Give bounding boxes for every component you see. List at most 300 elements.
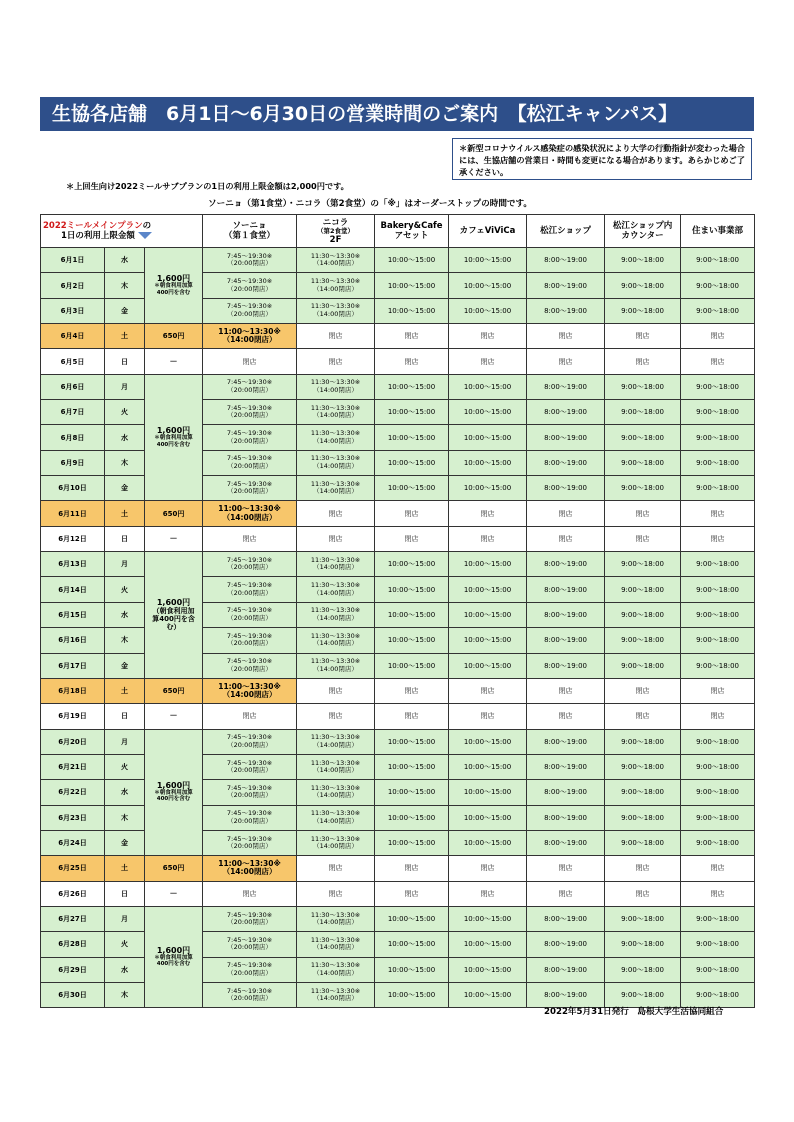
weekday-cell: 日 <box>105 526 145 551</box>
bakery-closed: 閉店 <box>375 526 449 551</box>
header-nicora <box>297 215 375 248</box>
weekday-cell: 土 <box>105 856 145 881</box>
shop-hours: 8:00～19:00 <box>527 957 605 982</box>
table-row <box>41 856 755 881</box>
weekday-cell: 土 <box>105 501 145 526</box>
vivica-closed: 閉店 <box>449 526 527 551</box>
weekday-cell: 月 <box>105 374 145 399</box>
weekday-cell: 日 <box>105 881 145 906</box>
shop-closed: 閉店 <box>527 526 605 551</box>
vivica-hours: 10:00～15:00 <box>449 932 527 957</box>
counter-closed: 閉店 <box>605 678 681 703</box>
bakery-hours: 10:00～15:00 <box>375 982 449 1007</box>
sonia-closed: 閉店 <box>203 349 297 374</box>
header-nicora-name: ニコラ <box>322 217 349 228</box>
sonia-hours: 7:45～19:30※ （20:00閉店） <box>203 780 297 805</box>
weekday-cell: 水 <box>105 957 145 982</box>
vivica-closed: 閉店 <box>449 501 527 526</box>
page-title: 生協各店舗 6月1日～6月30日の営業時間のご案内 【松江キャンパス】 <box>40 97 754 131</box>
weekday-cell: 木 <box>105 628 145 653</box>
bakery-hours: 10:00～15:00 <box>375 273 449 298</box>
sonia-hours: 7:45～19:30※ （20:00閉店） <box>203 602 297 627</box>
weekday-cell: 日 <box>105 349 145 374</box>
housing-hours: 9:00～18:00 <box>681 754 755 779</box>
table-row <box>41 906 755 931</box>
weekday-cell: 木 <box>105 805 145 830</box>
vivica-closed: 閉店 <box>449 349 527 374</box>
counter-hours: 9:00～18:00 <box>605 830 681 855</box>
nicora-hours: 11:30～13:30※ （14:00閉店） <box>297 805 375 830</box>
vivica-hours: 10:00～15:00 <box>449 957 527 982</box>
plan-amount: 1,600円 <box>156 780 191 790</box>
vivica-hours: 10:00～15:00 <box>449 552 527 577</box>
vivica-hours: 10:00～15:00 <box>449 830 527 855</box>
sonia-hours: 11:00～13:30※ （14:00閉店） <box>203 501 297 526</box>
bakery-hours: 10:00～15:00 <box>375 577 449 602</box>
date-cell: 6月17日 <box>41 653 105 678</box>
header-matsue-shop: 松江ショップ <box>527 215 605 248</box>
sonia-hours: 7:45～19:30※ （20:00閉店） <box>203 476 297 501</box>
vivica-hours: 10:00～15:00 <box>449 374 527 399</box>
nicora-closed: 閉店 <box>297 704 375 729</box>
counter-hours: 9:00～18:00 <box>605 248 681 273</box>
weekday-cell: 金 <box>105 653 145 678</box>
counter-hours: 9:00～18:00 <box>605 374 681 399</box>
covid-notice: ＊新型コロナウイルス感染症の感染状況により大学の行動指針が変わった場合には、生協店舗の営業日・時間も変更になる場合があります。あらかじめご了承ください。 <box>452 138 752 180</box>
sonia-hours: 7:45～19:30※ （20:00閉店） <box>203 754 297 779</box>
sonia-hours: 7:45～19:30※ （20:00閉店） <box>203 400 297 425</box>
housing-hours: 9:00～18:00 <box>681 932 755 957</box>
nicora-closed: 閉店 <box>297 881 375 906</box>
weekday-cell: 金 <box>105 830 145 855</box>
bakery-hours: 10:00～15:00 <box>375 400 449 425</box>
vivica-hours: 10:00～15:00 <box>449 780 527 805</box>
date-cell: 6月16日 <box>41 628 105 653</box>
bakery-closed: 閉店 <box>375 856 449 881</box>
vivica-hours: 10:00～15:00 <box>449 805 527 830</box>
sonia-hours: 7:45～19:30※ （20:00閉店） <box>203 653 297 678</box>
vivica-hours: 10:00～15:00 <box>449 476 527 501</box>
date-cell: 6月28日 <box>41 932 105 957</box>
nicora-hours: 11:30～13:30※ （14:00閉店） <box>297 552 375 577</box>
table-row <box>41 678 755 703</box>
plan-limit-cell <box>145 906 203 1007</box>
bakery-hours: 10:00～15:00 <box>375 602 449 627</box>
arrow-down-icon <box>138 232 152 239</box>
date-cell: 6月13日 <box>41 552 105 577</box>
nicora-hours: 11:30～13:30※ （14:00閉店） <box>297 374 375 399</box>
shop-closed: 閉店 <box>527 856 605 881</box>
housing-hours: 9:00～18:00 <box>681 552 755 577</box>
weekday-cell: 木 <box>105 273 145 298</box>
nicora-hours: 11:30～13:30※ （14:00閉店） <box>297 298 375 323</box>
date-cell: 6月3日 <box>41 298 105 323</box>
shop-hours: 8:00～19:00 <box>527 780 605 805</box>
weekday-cell: 土 <box>105 324 145 349</box>
header-housing: 住まい事業部 <box>681 215 755 248</box>
bakery-hours: 10:00～15:00 <box>375 932 449 957</box>
bakery-closed: 閉店 <box>375 881 449 906</box>
shop-hours: 8:00～19:00 <box>527 298 605 323</box>
vivica-closed: 閉店 <box>449 856 527 881</box>
sonia-hours: 7:45～19:30※ （20:00閉店） <box>203 957 297 982</box>
nicora-hours: 11:30～13:30※ （14:00閉店） <box>297 476 375 501</box>
vivica-hours: 10:00～15:00 <box>449 400 527 425</box>
date-cell: 6月9日 <box>41 450 105 475</box>
vivica-hours: 10:00～15:00 <box>449 653 527 678</box>
date-cell: 6月23日 <box>41 805 105 830</box>
bakery-hours: 10:00～15:00 <box>375 653 449 678</box>
plan-limit-cell <box>145 248 203 324</box>
table-header-row <box>41 215 755 248</box>
housing-closed: 閉店 <box>681 349 755 374</box>
weekday-cell: 水 <box>105 602 145 627</box>
nicora-hours: 11:30～13:30※ （14:00閉店） <box>297 602 375 627</box>
date-cell: 6月2日 <box>41 273 105 298</box>
business-hours-table <box>40 214 755 1008</box>
nicora-closed: 閉店 <box>297 856 375 881</box>
vivica-hours: 10:00～15:00 <box>449 577 527 602</box>
sonia-hours: 11:00～13:30※ （14:00閉店） <box>203 324 297 349</box>
weekday-cell: 火 <box>105 932 145 957</box>
housing-hours: 9:00～18:00 <box>681 957 755 982</box>
shop-hours: 8:00～19:00 <box>527 982 605 1007</box>
plan-limit-cell: 650円 <box>145 856 203 881</box>
header-nicora-level: 2F <box>329 234 342 245</box>
plan-header-suffix: の <box>142 221 152 231</box>
housing-hours: 9:00～18:00 <box>681 602 755 627</box>
bakery-hours: 10:00～15:00 <box>375 628 449 653</box>
bakery-hours: 10:00～15:00 <box>375 780 449 805</box>
plan-limit-cell: － <box>145 349 203 374</box>
vivica-hours: 10:00～15:00 <box>449 273 527 298</box>
nicora-hours: 11:30～13:30※ （14:00閉店） <box>297 754 375 779</box>
vivica-hours: 10:00～15:00 <box>449 982 527 1007</box>
nicora-hours: 11:30～13:30※ （14:00閉店） <box>297 932 375 957</box>
housing-hours: 9:00～18:00 <box>681 830 755 855</box>
counter-closed: 閉店 <box>605 501 681 526</box>
housing-closed: 閉店 <box>681 856 755 881</box>
housing-closed: 閉店 <box>681 704 755 729</box>
counter-hours: 9:00～18:00 <box>605 729 681 754</box>
sonia-hours: 7:45～19:30※ （20:00閉店） <box>203 248 297 273</box>
housing-closed: 閉店 <box>681 678 755 703</box>
bakery-hours: 10:00～15:00 <box>375 906 449 931</box>
nicora-closed: 閉店 <box>297 324 375 349</box>
sonia-hours: 7:45～19:30※ （20:00閉店） <box>203 273 297 298</box>
shop-hours: 8:00～19:00 <box>527 425 605 450</box>
sonia-hours: 7:45～19:30※ （20:00閉店） <box>203 628 297 653</box>
housing-hours: 9:00～18:00 <box>681 400 755 425</box>
plan-limit-cell: － <box>145 526 203 551</box>
housing-hours: 9:00～18:00 <box>681 805 755 830</box>
weekday-cell: 月 <box>105 906 145 931</box>
weekday-cell: 土 <box>105 678 145 703</box>
bakery-hours: 10:00～15:00 <box>375 450 449 475</box>
nicora-closed: 閉店 <box>297 678 375 703</box>
header-bakery: Bakery&Cafe アセット <box>375 215 449 248</box>
shop-hours: 8:00～19:00 <box>527 577 605 602</box>
weekday-cell: 水 <box>105 425 145 450</box>
counter-closed: 閉店 <box>605 881 681 906</box>
sonia-closed: 閉店 <box>203 704 297 729</box>
housing-hours: 9:00～18:00 <box>681 628 755 653</box>
housing-hours: 9:00～18:00 <box>681 374 755 399</box>
vivica-hours: 10:00～15:00 <box>449 602 527 627</box>
shop-hours: 8:00～19:00 <box>527 729 605 754</box>
weekday-cell: 金 <box>105 298 145 323</box>
plan-note: ＊朝食利用加算 400円を含む <box>154 283 193 296</box>
shop-hours: 8:00～19:00 <box>527 805 605 830</box>
housing-closed: 閉店 <box>681 526 755 551</box>
date-cell: 6月11日 <box>41 501 105 526</box>
counter-hours: 9:00～18:00 <box>605 298 681 323</box>
plan-header <box>41 215 203 248</box>
nicora-hours: 11:30～13:30※ （14:00閉店） <box>297 273 375 298</box>
counter-closed: 閉店 <box>605 856 681 881</box>
vivica-hours: 10:00～15:00 <box>449 729 527 754</box>
weekday-cell: 火 <box>105 400 145 425</box>
nicora-hours: 11:30～13:30※ （14:00閉店） <box>297 248 375 273</box>
date-cell: 6月27日 <box>41 906 105 931</box>
sonia-hours: 7:45～19:30※ （20:00閉店） <box>203 298 297 323</box>
bakery-hours: 10:00～15:00 <box>375 476 449 501</box>
housing-hours: 9:00～18:00 <box>681 476 755 501</box>
table-row <box>41 324 755 349</box>
shop-hours: 8:00～19:00 <box>527 906 605 931</box>
bakery-hours: 10:00～15:00 <box>375 298 449 323</box>
weekday-cell: 火 <box>105 754 145 779</box>
plan-limit-cell: 650円 <box>145 678 203 703</box>
date-cell: 6月15日 <box>41 602 105 627</box>
vivica-hours: 10:00～15:00 <box>449 450 527 475</box>
date-cell: 6月19日 <box>41 704 105 729</box>
plan-limit-cell: － <box>145 881 203 906</box>
plan-header-title: 2022ミールメインプラン <box>43 221 143 231</box>
nicora-hours: 11:30～13:30※ （14:00閉店） <box>297 982 375 1007</box>
housing-closed: 閉店 <box>681 501 755 526</box>
counter-hours: 9:00～18:00 <box>605 602 681 627</box>
sonia-hours: 7:45～19:30※ （20:00閉店） <box>203 577 297 602</box>
header-nicora-floor: （第2食堂） <box>317 226 355 235</box>
housing-hours: 9:00～18:00 <box>681 248 755 273</box>
shop-closed: 閉店 <box>527 349 605 374</box>
vivica-hours: 10:00～15:00 <box>449 628 527 653</box>
counter-hours: 9:00～18:00 <box>605 982 681 1007</box>
bakery-closed: 閉店 <box>375 704 449 729</box>
counter-closed: 閉店 <box>605 324 681 349</box>
weekday-cell: 日 <box>105 704 145 729</box>
shop-hours: 8:00～19:00 <box>527 476 605 501</box>
nicora-hours: 11:30～13:30※ （14:00閉店） <box>297 628 375 653</box>
plan-amount: 1,600円 <box>156 945 191 955</box>
weekday-cell: 火 <box>105 577 145 602</box>
date-cell: 6月21日 <box>41 754 105 779</box>
plan-amount: 1,600円 <box>156 426 191 436</box>
nicora-closed: 閉店 <box>297 501 375 526</box>
bakery-hours: 10:00～15:00 <box>375 425 449 450</box>
vivica-hours: 10:00～15:00 <box>449 298 527 323</box>
housing-hours: 9:00～18:00 <box>681 906 755 931</box>
nicora-hours: 11:30～13:30※ （14:00閉店） <box>297 830 375 855</box>
sonia-closed: 閉店 <box>203 881 297 906</box>
nicora-hours: 11:30～13:30※ （14:00閉店） <box>297 957 375 982</box>
meal-plan-limit-note: ＊上回生向け2022ミールサブプランの1日の利用上限金額は2,000円です。 <box>66 181 349 191</box>
counter-closed: 閉店 <box>605 704 681 729</box>
header-sonia: ソーニョ （第１食堂） <box>203 215 297 248</box>
weekday-cell: 月 <box>105 552 145 577</box>
counter-hours: 9:00～18:00 <box>605 932 681 957</box>
bakery-hours: 10:00～15:00 <box>375 729 449 754</box>
counter-hours: 9:00～18:00 <box>605 425 681 450</box>
date-cell: 6月4日 <box>41 324 105 349</box>
nicora-hours: 11:30～13:30※ （14:00閉店） <box>297 653 375 678</box>
shop-closed: 閉店 <box>527 881 605 906</box>
nicora-hours: 11:30～13:30※ （14:00閉店） <box>297 400 375 425</box>
shop-closed: 閉店 <box>527 704 605 729</box>
nicora-closed: 閉店 <box>297 349 375 374</box>
table-row <box>41 349 755 374</box>
bakery-hours: 10:00～15:00 <box>375 957 449 982</box>
shop-hours: 8:00～19:00 <box>527 248 605 273</box>
date-cell: 6月14日 <box>41 577 105 602</box>
date-cell: 6月8日 <box>41 425 105 450</box>
counter-hours: 9:00～18:00 <box>605 957 681 982</box>
weekday-cell: 月 <box>105 729 145 754</box>
counter-hours: 9:00～18:00 <box>605 476 681 501</box>
plan-limit-cell <box>145 374 203 501</box>
shop-hours: 8:00～19:00 <box>527 653 605 678</box>
date-cell: 6月24日 <box>41 830 105 855</box>
date-cell: 6月7日 <box>41 400 105 425</box>
bakery-hours: 10:00～15:00 <box>375 248 449 273</box>
housing-hours: 9:00～18:00 <box>681 780 755 805</box>
order-stop-note: ソーニョ（第1食堂）・ニコラ（第2食堂）の「※」はオーダーストップの時間です。 <box>208 199 533 209</box>
date-cell: 6月6日 <box>41 374 105 399</box>
counter-hours: 9:00～18:00 <box>605 577 681 602</box>
bakery-hours: 10:00～15:00 <box>375 552 449 577</box>
weekday-cell: 木 <box>105 982 145 1007</box>
sonia-hours: 7:45～19:30※ （20:00閉店） <box>203 450 297 475</box>
nicora-hours: 11:30～13:30※ （14:00閉店） <box>297 450 375 475</box>
housing-hours: 9:00～18:00 <box>681 425 755 450</box>
bakery-closed: 閉店 <box>375 349 449 374</box>
shop-hours: 8:00～19:00 <box>527 754 605 779</box>
bakery-closed: 閉店 <box>375 501 449 526</box>
bakery-closed: 閉店 <box>375 324 449 349</box>
counter-hours: 9:00～18:00 <box>605 805 681 830</box>
table-row <box>41 248 755 273</box>
date-cell: 6月22日 <box>41 780 105 805</box>
date-cell: 6月29日 <box>41 957 105 982</box>
date-cell: 6月26日 <box>41 881 105 906</box>
plan-limit-cell: － <box>145 704 203 729</box>
sonia-hours: 7:45～19:30※ （20:00閉店） <box>203 552 297 577</box>
header-vivica: カフェViViCa <box>449 215 527 248</box>
housing-hours: 9:00～18:00 <box>681 729 755 754</box>
housing-hours: 9:00～18:00 <box>681 298 755 323</box>
shop-closed: 閉店 <box>527 324 605 349</box>
sonia-hours: 7:45～19:30※ （20:00閉店） <box>203 830 297 855</box>
counter-hours: 9:00～18:00 <box>605 273 681 298</box>
sonia-hours: 11:00～13:30※ （14:00閉店） <box>203 856 297 881</box>
counter-hours: 9:00～18:00 <box>605 552 681 577</box>
housing-hours: 9:00～18:00 <box>681 653 755 678</box>
housing-hours: 9:00～18:00 <box>681 273 755 298</box>
plan-limit-cell: 650円 <box>145 501 203 526</box>
shop-closed: 閉店 <box>527 678 605 703</box>
table-row <box>41 881 755 906</box>
weekday-cell: 木 <box>105 450 145 475</box>
table-row <box>41 526 755 551</box>
vivica-hours: 10:00～15:00 <box>449 425 527 450</box>
plan-amount: 1,600円 <box>156 597 191 607</box>
nicora-hours: 11:30～13:30※ （14:00閉店） <box>297 577 375 602</box>
table-row <box>41 374 755 399</box>
vivica-closed: 閉店 <box>449 678 527 703</box>
date-cell: 6月10日 <box>41 476 105 501</box>
counter-hours: 9:00～18:00 <box>605 906 681 931</box>
date-cell: 6月30日 <box>41 982 105 1007</box>
vivica-hours: 10:00～15:00 <box>449 906 527 931</box>
weekday-cell: 金 <box>105 476 145 501</box>
issue-footer: 2022年5月31日発行 島根大学生活協同組合 <box>544 1007 724 1017</box>
counter-hours: 9:00～18:00 <box>605 754 681 779</box>
shop-hours: 8:00～19:00 <box>527 602 605 627</box>
vivica-closed: 閉店 <box>449 881 527 906</box>
shop-closed: 閉店 <box>527 501 605 526</box>
plan-amount: 1,600円 <box>156 274 191 284</box>
bakery-hours: 10:00～15:00 <box>375 830 449 855</box>
nicora-hours: 11:30～13:30※ （14:00閉店） <box>297 780 375 805</box>
sonia-hours: 7:45～19:30※ （20:00閉店） <box>203 906 297 931</box>
date-cell: 6月20日 <box>41 729 105 754</box>
bakery-hours: 10:00～15:00 <box>375 754 449 779</box>
weekday-cell: 水 <box>105 248 145 273</box>
shop-hours: 8:00～19:00 <box>527 450 605 475</box>
table-row <box>41 552 755 577</box>
table-row <box>41 729 755 754</box>
shop-hours: 8:00～19:00 <box>527 273 605 298</box>
sonia-hours: 7:45～19:30※ （20:00閉店） <box>203 374 297 399</box>
housing-hours: 9:00～18:00 <box>681 982 755 1007</box>
counter-hours: 9:00～18:00 <box>605 400 681 425</box>
shop-hours: 8:00～19:00 <box>527 830 605 855</box>
date-cell: 6月5日 <box>41 349 105 374</box>
nicora-hours: 11:30～13:30※ （14:00閉店） <box>297 425 375 450</box>
bakery-closed: 閉店 <box>375 678 449 703</box>
table-row <box>41 501 755 526</box>
sonia-hours: 7:45～19:30※ （20:00閉店） <box>203 425 297 450</box>
header-shop-counter: 松江ショップ内 カウンター <box>605 215 681 248</box>
vivica-hours: 10:00～15:00 <box>449 754 527 779</box>
nicora-hours: 11:30～13:30※ （14:00閉店） <box>297 729 375 754</box>
plan-note: ＊朝食利用加算 400円を含む <box>154 435 193 448</box>
nicora-hours: 11:30～13:30※ （14:00閉店） <box>297 906 375 931</box>
plan-limit-cell: 650円 <box>145 324 203 349</box>
sonia-hours: 7:45～19:30※ （20:00閉店） <box>203 982 297 1007</box>
plan-note: （朝食利用加 算400円を含 む） <box>152 606 195 631</box>
shop-hours: 8:00～19:00 <box>527 400 605 425</box>
date-cell: 6月12日 <box>41 526 105 551</box>
counter-hours: 9:00～18:00 <box>605 628 681 653</box>
housing-closed: 閉店 <box>681 324 755 349</box>
plan-header-subtitle: 1日の利用上限金額 <box>61 231 135 241</box>
counter-closed: 閉店 <box>605 526 681 551</box>
weekday-cell: 水 <box>105 780 145 805</box>
shop-hours: 8:00～19:00 <box>527 628 605 653</box>
plan-limit-cell <box>145 729 203 856</box>
